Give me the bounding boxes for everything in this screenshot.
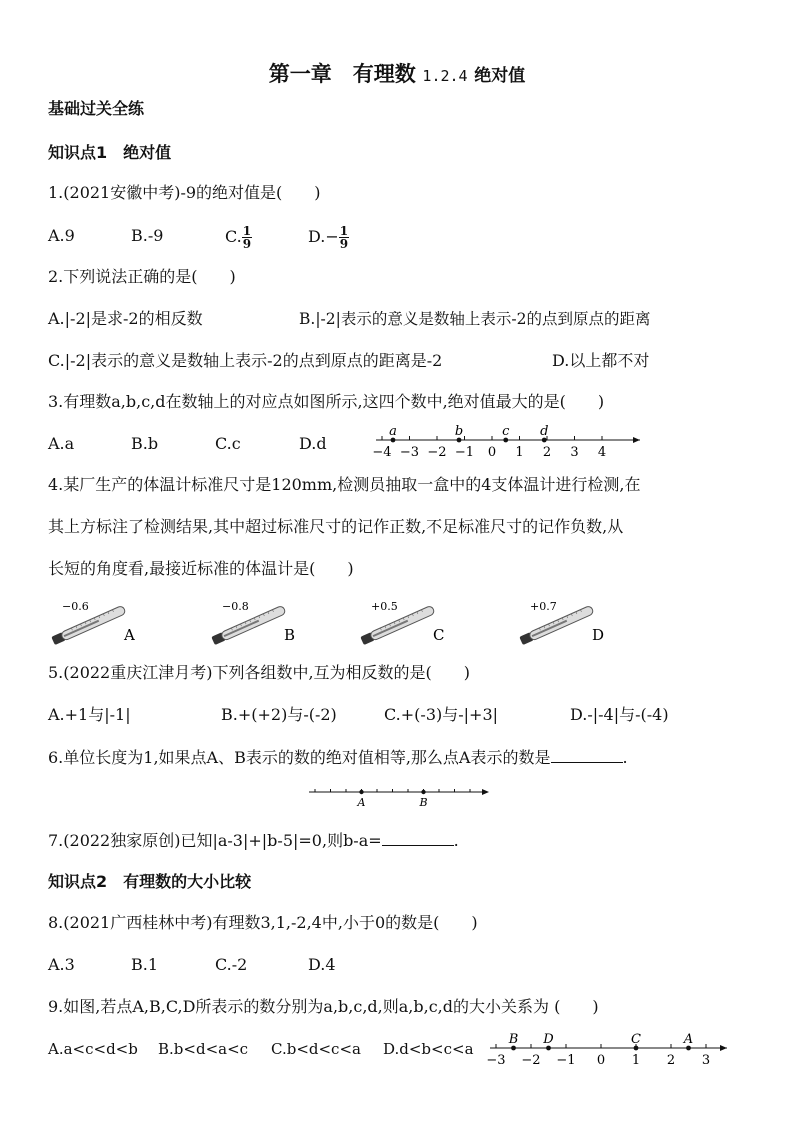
thermometer-label: C [433, 626, 445, 644]
q8-option-d: D.4 [308, 955, 336, 974]
q3-point-label-a: a [389, 424, 397, 439]
thermometer-value: −0.6 [62, 600, 89, 613]
q9-arrow [720, 1045, 727, 1051]
q2-stem: 2.下列说法正确的是( ) [48, 267, 236, 286]
q4-line-2: 其上方标注了检测结果,其中超过标准尺寸的记作正数,不足标准尺寸的记作负数,从 [48, 517, 624, 536]
thermometer-icon [208, 596, 348, 648]
knowledge-point-1: 知识点1 绝对值 [48, 143, 172, 162]
q5-option-b: B.+(+2)与-(-2) [221, 705, 337, 724]
thermometer-icon [357, 596, 497, 648]
q9-number-line [482, 1028, 732, 1070]
q9-tick-label: −3 [486, 1053, 506, 1068]
thermometer-icon [516, 596, 656, 648]
q6-number-line [305, 782, 495, 812]
q6-arrow [482, 789, 489, 795]
topic-title: 绝对值 [474, 66, 526, 86]
thermometer-label: D [592, 626, 605, 644]
q8-stem: 8.(2021广西桂林中考)有理数3,1,-2,4中,小于0的数是( ) [48, 913, 478, 932]
q5-option-a: A.+1与|-1| [48, 705, 131, 724]
q3-tick-label: 3 [570, 445, 579, 460]
q2-option-d: D.以上都不对 [552, 351, 650, 370]
q3-tick-label: 2 [542, 445, 552, 460]
q1-fraction-c-num: 1 [242, 224, 252, 238]
q3-point-label-b: b [454, 424, 464, 439]
q9-option-d: D.d<b<c<a [383, 1040, 474, 1058]
q1-stem: 1.(2021安徽中考)-9的绝对值是( ) [48, 183, 321, 202]
page-title [0, 58, 794, 88]
q3-tick-label: −4 [372, 445, 392, 460]
knowledge-point-2: 知识点2 有理数的大小比较 [48, 872, 252, 891]
q4-line-1: 4.某厂生产的体温计标准尺寸是120mm,检测员抽取一盒中的4支体温计进行检测,在 [48, 475, 641, 494]
q9-point-label-A: A [683, 1032, 694, 1047]
q1-option-d [308, 225, 349, 250]
q3-tick-label: −2 [427, 445, 447, 460]
q2-option-a: A.|-2|是求-2的相反数 [48, 309, 203, 328]
q3-point-label-d: d [540, 424, 549, 439]
q6-point-label-B: B [419, 796, 428, 809]
q6-point-B [421, 790, 425, 794]
q3-tick-label: −3 [399, 445, 420, 460]
q1-fraction-c-den: 9 [242, 237, 252, 251]
q9-option-a: A.a<c<d<b [48, 1040, 138, 1058]
q9-tick-label: 1 [631, 1053, 641, 1068]
q3-number-line [370, 418, 650, 460]
q5-option-d: D.-|-4|与-(-4) [570, 705, 669, 724]
q3-option-a: A.a [48, 434, 75, 453]
q5-stem: 5.(2022重庆江津月考)下列各组数中,互为相反数的是( ) [48, 663, 471, 682]
q3-tick-label: −1 [454, 445, 475, 460]
section-heading: 基础过关全练 [48, 99, 145, 118]
q7-stem [48, 829, 459, 852]
q8-option-c: C.-2 [215, 955, 248, 974]
q6-answer-blank[interactable] [551, 746, 623, 763]
q9-tick-label: 2 [666, 1053, 676, 1068]
q3-stem: 3.有理数a,b,c,d在数轴上的对应点如图所示,这四个数中,绝对值最大的是( ) [48, 392, 605, 411]
q3-tick-label: 1 [515, 445, 524, 460]
q9-tick-label: 0 [596, 1053, 606, 1068]
q9-point-label-D: D [543, 1032, 554, 1047]
q1-option-b: B.-9 [131, 226, 164, 245]
thermometer-C [357, 596, 497, 648]
q8-option-a: A.3 [48, 955, 75, 974]
thermometer-label: A [124, 626, 135, 644]
q3-point-label-c: c [502, 424, 510, 439]
q3-option-d: D.d [299, 434, 327, 453]
thermometer-icon [48, 596, 188, 648]
q6-point-label-A: A [357, 796, 366, 809]
q7-stem-end: . [453, 831, 459, 850]
q1-option-a: A.9 [48, 226, 75, 245]
q6-stem [48, 746, 628, 769]
q1-fraction-d [339, 225, 349, 250]
thermometer-value: −0.8 [222, 600, 249, 613]
q6-point-A [359, 790, 363, 794]
q9-tick-label: −1 [556, 1053, 576, 1068]
q2-option-c: C.|-2|表示的意义是数轴上表示-2的点到原点的距离是-2 [48, 351, 443, 370]
q9-point-label-C: C [631, 1032, 641, 1047]
q9-point-label-B: B [508, 1032, 519, 1047]
q9-tick-label: 3 [701, 1053, 711, 1068]
q1-fraction-d-num: 1 [339, 224, 349, 238]
q8-option-b: B.1 [131, 955, 159, 974]
thermometer-label: B [284, 626, 296, 644]
q7-answer-blank[interactable] [382, 829, 454, 846]
q9-option-b: B.b<d<a<c [158, 1040, 249, 1058]
q9-option-c: C.b<d<c<a [271, 1040, 361, 1058]
q3-option-c: C.c [215, 434, 241, 453]
thermometer-A [48, 596, 188, 648]
chapter-title: 第一章 有理数 [268, 61, 416, 86]
q3-option-b: B.b [131, 434, 159, 453]
q1-fraction-c [242, 225, 252, 250]
q1-fraction-d-den: 9 [339, 237, 349, 251]
q3-tick-label: 0 [487, 445, 497, 460]
q4-line-3: 长短的角度看,最接近标准的体温计是( ) [48, 559, 354, 578]
section-number: 1.2.4 [422, 67, 468, 85]
q6-stem-end: . [622, 748, 628, 767]
q1-option-d-label: D.− [308, 227, 339, 246]
thermometer-value: +0.7 [530, 600, 557, 613]
q9-tick-label: −2 [521, 1053, 541, 1068]
thermometer-value: +0.5 [371, 600, 398, 613]
q1-option-c [225, 225, 252, 250]
q1-option-c-label: C. [225, 227, 242, 246]
thermometer-B [208, 596, 348, 648]
thermometer-D [516, 596, 656, 648]
q6-stem-text: 6.单位长度为1,如果点A、B表示的数的绝对值相等,那么点A表示的数是 [48, 748, 551, 767]
q5-option-c: C.+(-3)与-|+3| [384, 705, 499, 724]
q2-option-b: B.|-2|表示的意义是数轴上表示-2的点到原点的距离 [299, 310, 651, 328]
q7-stem-text: 7.(2022独家原创)已知|a-3|+|b-5|=0,则b-a= [48, 831, 382, 850]
q3-tick-label: 4 [597, 445, 607, 460]
q9-stem: 9.如图,若点A,B,C,D所表示的数分别为a,b,c,d,则a,b,c,d的大小关系为 ( ) [48, 997, 599, 1016]
q3-arrow [633, 437, 640, 443]
